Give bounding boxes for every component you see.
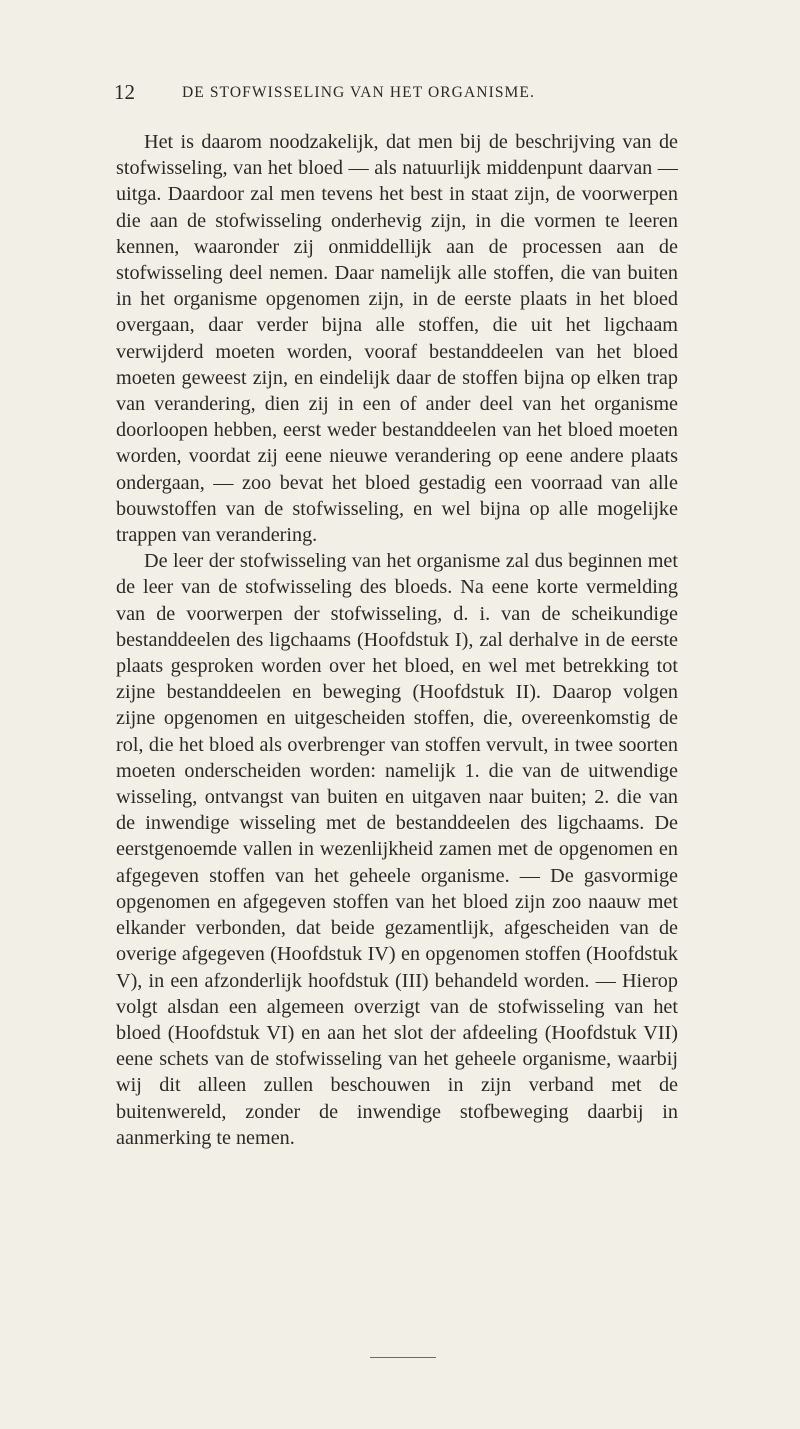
section-end-rule — [370, 1357, 436, 1358]
paragraph: De leer der stofwisseling van het organisme zal dus beginnen met de leer van de stofwisseling des bloeds. Na eene korte vermelding van de voorwerpen der stofwisseling, d. i. van de scheikundige bestanddeelen des ligchaams (Hoofdstuk I), zal derhalve in de eerste plaats gesproken worden over het bloed, en wel met betrekking tot zijne bestanddeelen en beweging (Hoofdstuk II). Daarop volgen zijne opgenomen en uitgescheiden stoffen, die, overeenkomstig de rol, die het bloed als overbrenger van stoffen vervult, in twee soorten moeten onderscheiden worden: namelijk 1. die van de uitwendige wisseling, ontvangst van buiten en uitgaven naar buiten; 2. die van de inwendige wisseling met de bestanddeelen des ligchaams. De eerstgenoemde vallen in wezenlijkheid zamen met de opgenomen en afgegeven stoffen van het geheele organisme. — De gasvormige opgenomen en afgegeven stoffen van het bloed zijn zoo naauw met elkander verbonden, dat beide gezamentlijk, afgescheiden van de overige afgegeven (Hoofdstuk IV) en opgenomen stoffen (Hoofdstuk V), in een afzonderlijk hoofdstuk (III) behandeld worden. — Hierop volgt alsdan een algemeen overzigt van de stofwisseling van het bloed (Hoofdstuk VI) en aan het slot der afdeeling (Hoofdstuk VII) eene schets van de stofwisseling van het geheele organisme, waarbij wij dit alleen zullen beschouwen in zijn verband met de buitenwereld, zonder de inwendige stofbeweging daarbij in aanmerking te nemen. — [116, 550, 678, 1149]
running-title: DE STOFWISSELING VAN HET ORGANISME. — [182, 84, 535, 101]
running-head — [114, 80, 674, 110]
page-number: 12 — [114, 80, 135, 104]
paragraph: Het is daarom noodzakelijk, dat men bij de beschrijving van de stofwisseling, van het bloed — als natuurlijk middenpunt daarvan — uitga. Daardoor zal men tevens het best in staat zijn, de voorwerpen die aan de stofwisseling onderhevig zijn, in die vormen te leeren kennen, waaronder zij onmiddellijk aan de processen aan de stofwisseling deel nemen. Daar namelijk alle stoffen, die van buiten in het organisme opgenomen zijn, in de eerste plaats in het bloed overgaan, daar verder bijna alle stoffen, die uit het ligchaam verwijderd moeten worden, vooraf bestanddeelen van het bloed moeten geweest zijn, en eindelijk daar de stoffen bijna op elken trap van verandering, dien zij in een of ander deel van het organisme doorloopen hebben, eerst weder bestanddeelen van het bloed moeten worden, voordat zij eene nieuwe verandering op eene andere plaats ondergaan, — zoo bevat het bloed gestadig een voorraad van alle bouwstoffen van de stofwisseling, en wel bijna op alle mogelijke trappen van verandering. — [116, 131, 678, 547]
body-text — [116, 129, 678, 1151]
